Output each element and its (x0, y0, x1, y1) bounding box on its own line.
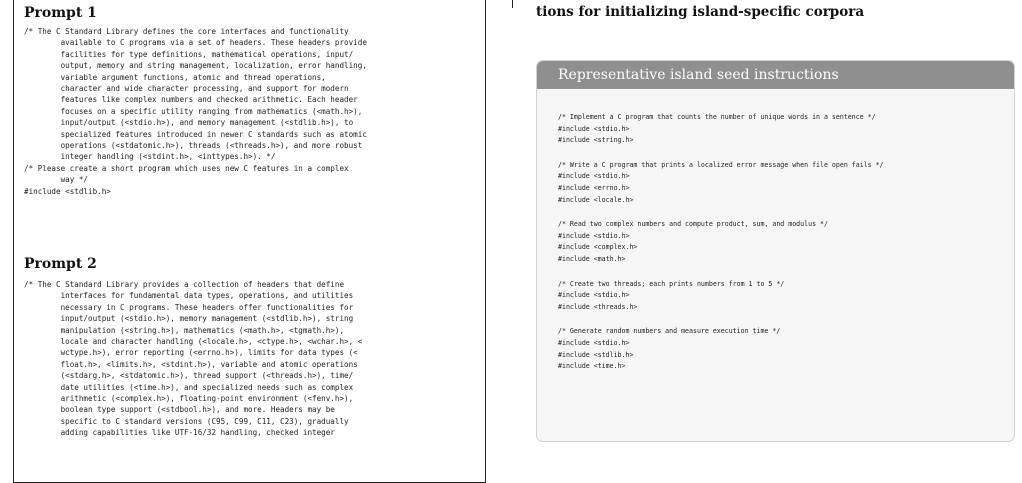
seed-comment: /* Read two complex numbers and compute product, sum, and modulus */ (558, 220, 828, 229)
seed-include: #include <stdio.h> (558, 291, 630, 300)
prompt-2-code: /* The C Standard Library provides a collection of headers that define interfaces for fundamental data types, operations, and utilities necessary in C programs. These headers offer functionalities for input/output (<stdio.h>), memory management (<stdlib.h>), string manipulation (<string.h>), mathematics (<math.h>, <tgmath.h>), locale and character handling (<locale.h>, <ctype.h>, <wchar.h>, < wctype.h>), error reporting (<errno.h>), limits for data types (< float.h>, <limits.h>, <stdint.h>), variable and atomic operations (<stdarg.h>, <stdatomic.h>), thread support (<threads.h>), time/ date utilities (<time.h>), and specialized needs such as complex arithmetic (<complex.h>), floating-point environment (<fenv.h>), boolean type support (<stdbool.h>), and more. Headers may be specific to C standard versions (C95, C99, C11, C23), gradually adding capabilities like UTF-16/32 handling, checked integer (24, 280, 363, 438)
seed-item (558, 279, 884, 314)
prompt-1-heading: Prompt 1 (24, 5, 97, 21)
seed-include: #include <stdio.h> (558, 172, 630, 181)
seed-include: #include <stdio.h> (558, 124, 630, 133)
seed-comment: /* Write a C program that prints a localized error message when file open fails */ (558, 160, 884, 169)
seed-list (558, 112, 884, 386)
seed-include: #include <string.h> (558, 136, 634, 145)
seed-include: #include <stdlib.h> (558, 350, 634, 359)
section-caption: tions for initializing island-specific corpora (536, 4, 865, 20)
seed-include: #include <errno.h> (558, 183, 630, 192)
seed-include: #include <stdio.h> (558, 231, 630, 240)
seed-instructions-box (536, 60, 1015, 442)
seed-item (558, 326, 884, 372)
prompt-2-heading: Prompt 2 (24, 256, 97, 272)
column-divider (512, 0, 513, 8)
seed-comment: /* Create two threads; each prints numbers from 1 to 5 */ (558, 279, 785, 288)
seed-comment: /* Generate random numbers and measure execution time */ (558, 327, 781, 336)
seed-box-title: Representative island seed instructions (537, 61, 1014, 89)
seed-include: #include <math.h> (558, 254, 626, 263)
seed-include: #include <locale.h> (558, 195, 634, 204)
seed-item (558, 112, 884, 147)
seed-item (558, 160, 884, 206)
seed-include: #include <stdio.h> (558, 338, 630, 347)
seed-include: #include <complex.h> (558, 243, 638, 252)
prompts-panel (13, 0, 486, 483)
seed-include: #include <time.h> (558, 362, 626, 371)
seed-comment: /* Implement a C program that counts the number of unique words in a sentence */ (558, 113, 876, 121)
seed-include: #include <threads.h> (558, 302, 638, 311)
seed-item (558, 219, 884, 265)
prompt-1-code: /* The C Standard Library defines the core interfaces and functionality available to C programs via a set of headers. These headers provide facilities for type definitions, mathematical operations, input/ output, memory and string management, localization, error handling, variable argument functions, atomic and thread operations, character and wide character processing, and support for modern features like complex numbers and checked arithmetic. Each header focuses on a specific utility ranging from mathematics (<math.h>), input/output (<stdio.h>), and memory management (<stdlib.h>), to specialized features introduced in newer C standards such as atomic operations (<stdatomic.h>), threads (<threads.h>), and more robust integer handling (<stdint.h>, <inttypes.h>). */ /* Please create a short program which uses new C features in a complex way */ #include <stdlib.h> (24, 27, 367, 196)
